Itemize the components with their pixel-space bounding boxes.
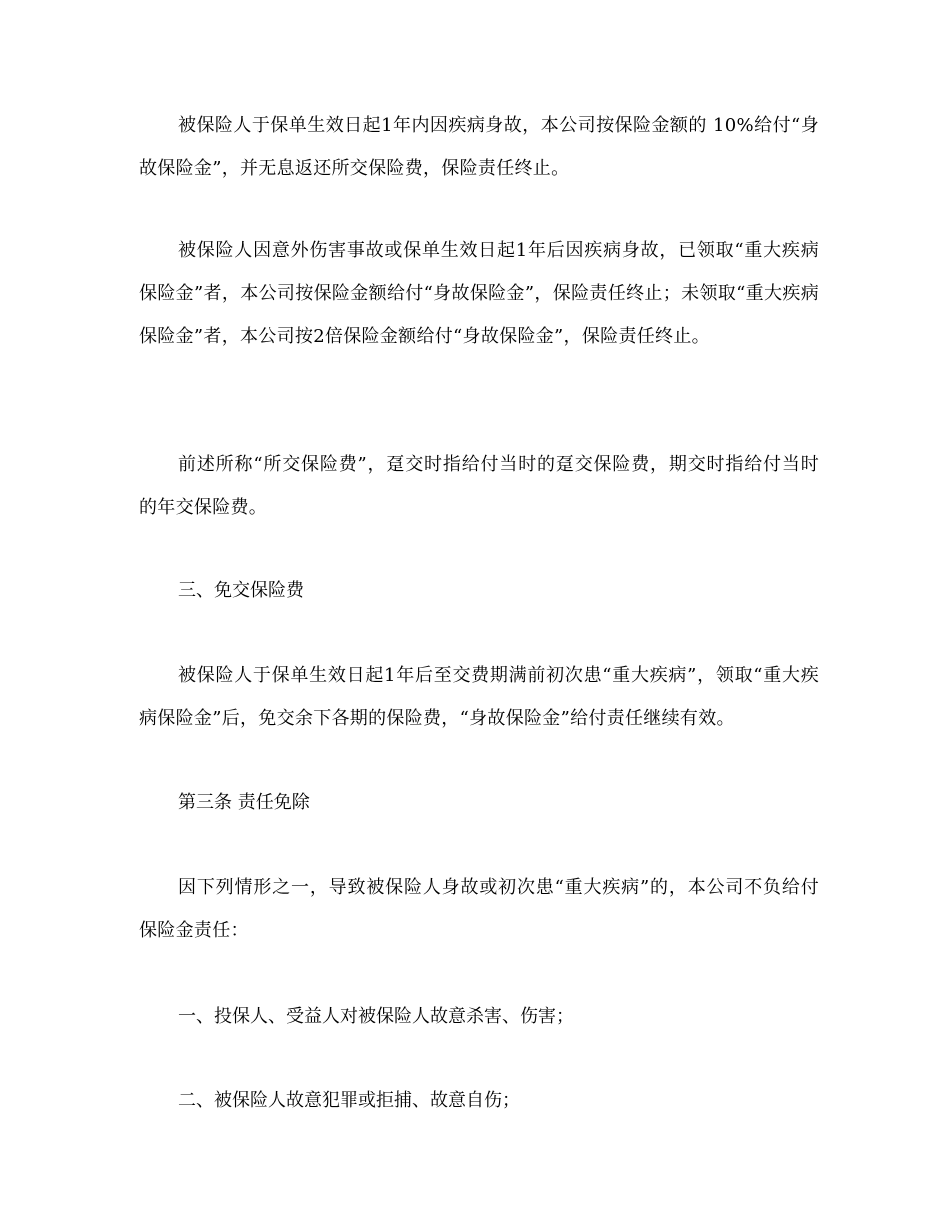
section-heading-premium-waiver: 三、免交保险费: [178, 580, 304, 601]
paragraph-premium-definition: 前述所称“所交保险费”，趸交时指给付当时的趸交保险费，期交时指给付当时的年交保险费。: [139, 454, 819, 518]
exclusion-item-1: 一、投保人、受益人对被保险人故意杀害、伤害；: [178, 1006, 574, 1027]
paragraph-exclusions-intro: 因下列情形之一，导致被保险人身故或初次患“重大疾病”的，本公司不负给付保险金责任：: [139, 877, 819, 941]
paragraph-death-benefit-first-year: 被保险人于保单生效日起1年内因疾病身故，本公司按保险金额的 10%给付“身故保险金”，并无息返还所交保险费，保险责任终止。: [139, 115, 819, 179]
section-heading-exclusions: 第三条 责任免除: [178, 792, 310, 813]
exclusion-item-2: 二、被保险人故意犯罪或拒捕、故意自伤；: [178, 1090, 520, 1111]
paragraph-premium-waiver: 被保险人于保单生效日起1年后至交费期满前初次患“重大疾病”，领取“重大疾病保险金”后，免交余下各期的保险费，“身故保险金”给付责任继续有效。: [139, 665, 819, 729]
paragraph-death-benefit-accident: 被保险人因意外伤害事故或保单生效日起1年后因疾病身故，已领取“重大疾病保险金”者，本公司按保险金额给付“身故保险金”，保险责任终止；未领取“重大疾病保险金”者，本公司按2倍保险金额给付“身故保险金”，保险责任终止。: [139, 240, 819, 347]
